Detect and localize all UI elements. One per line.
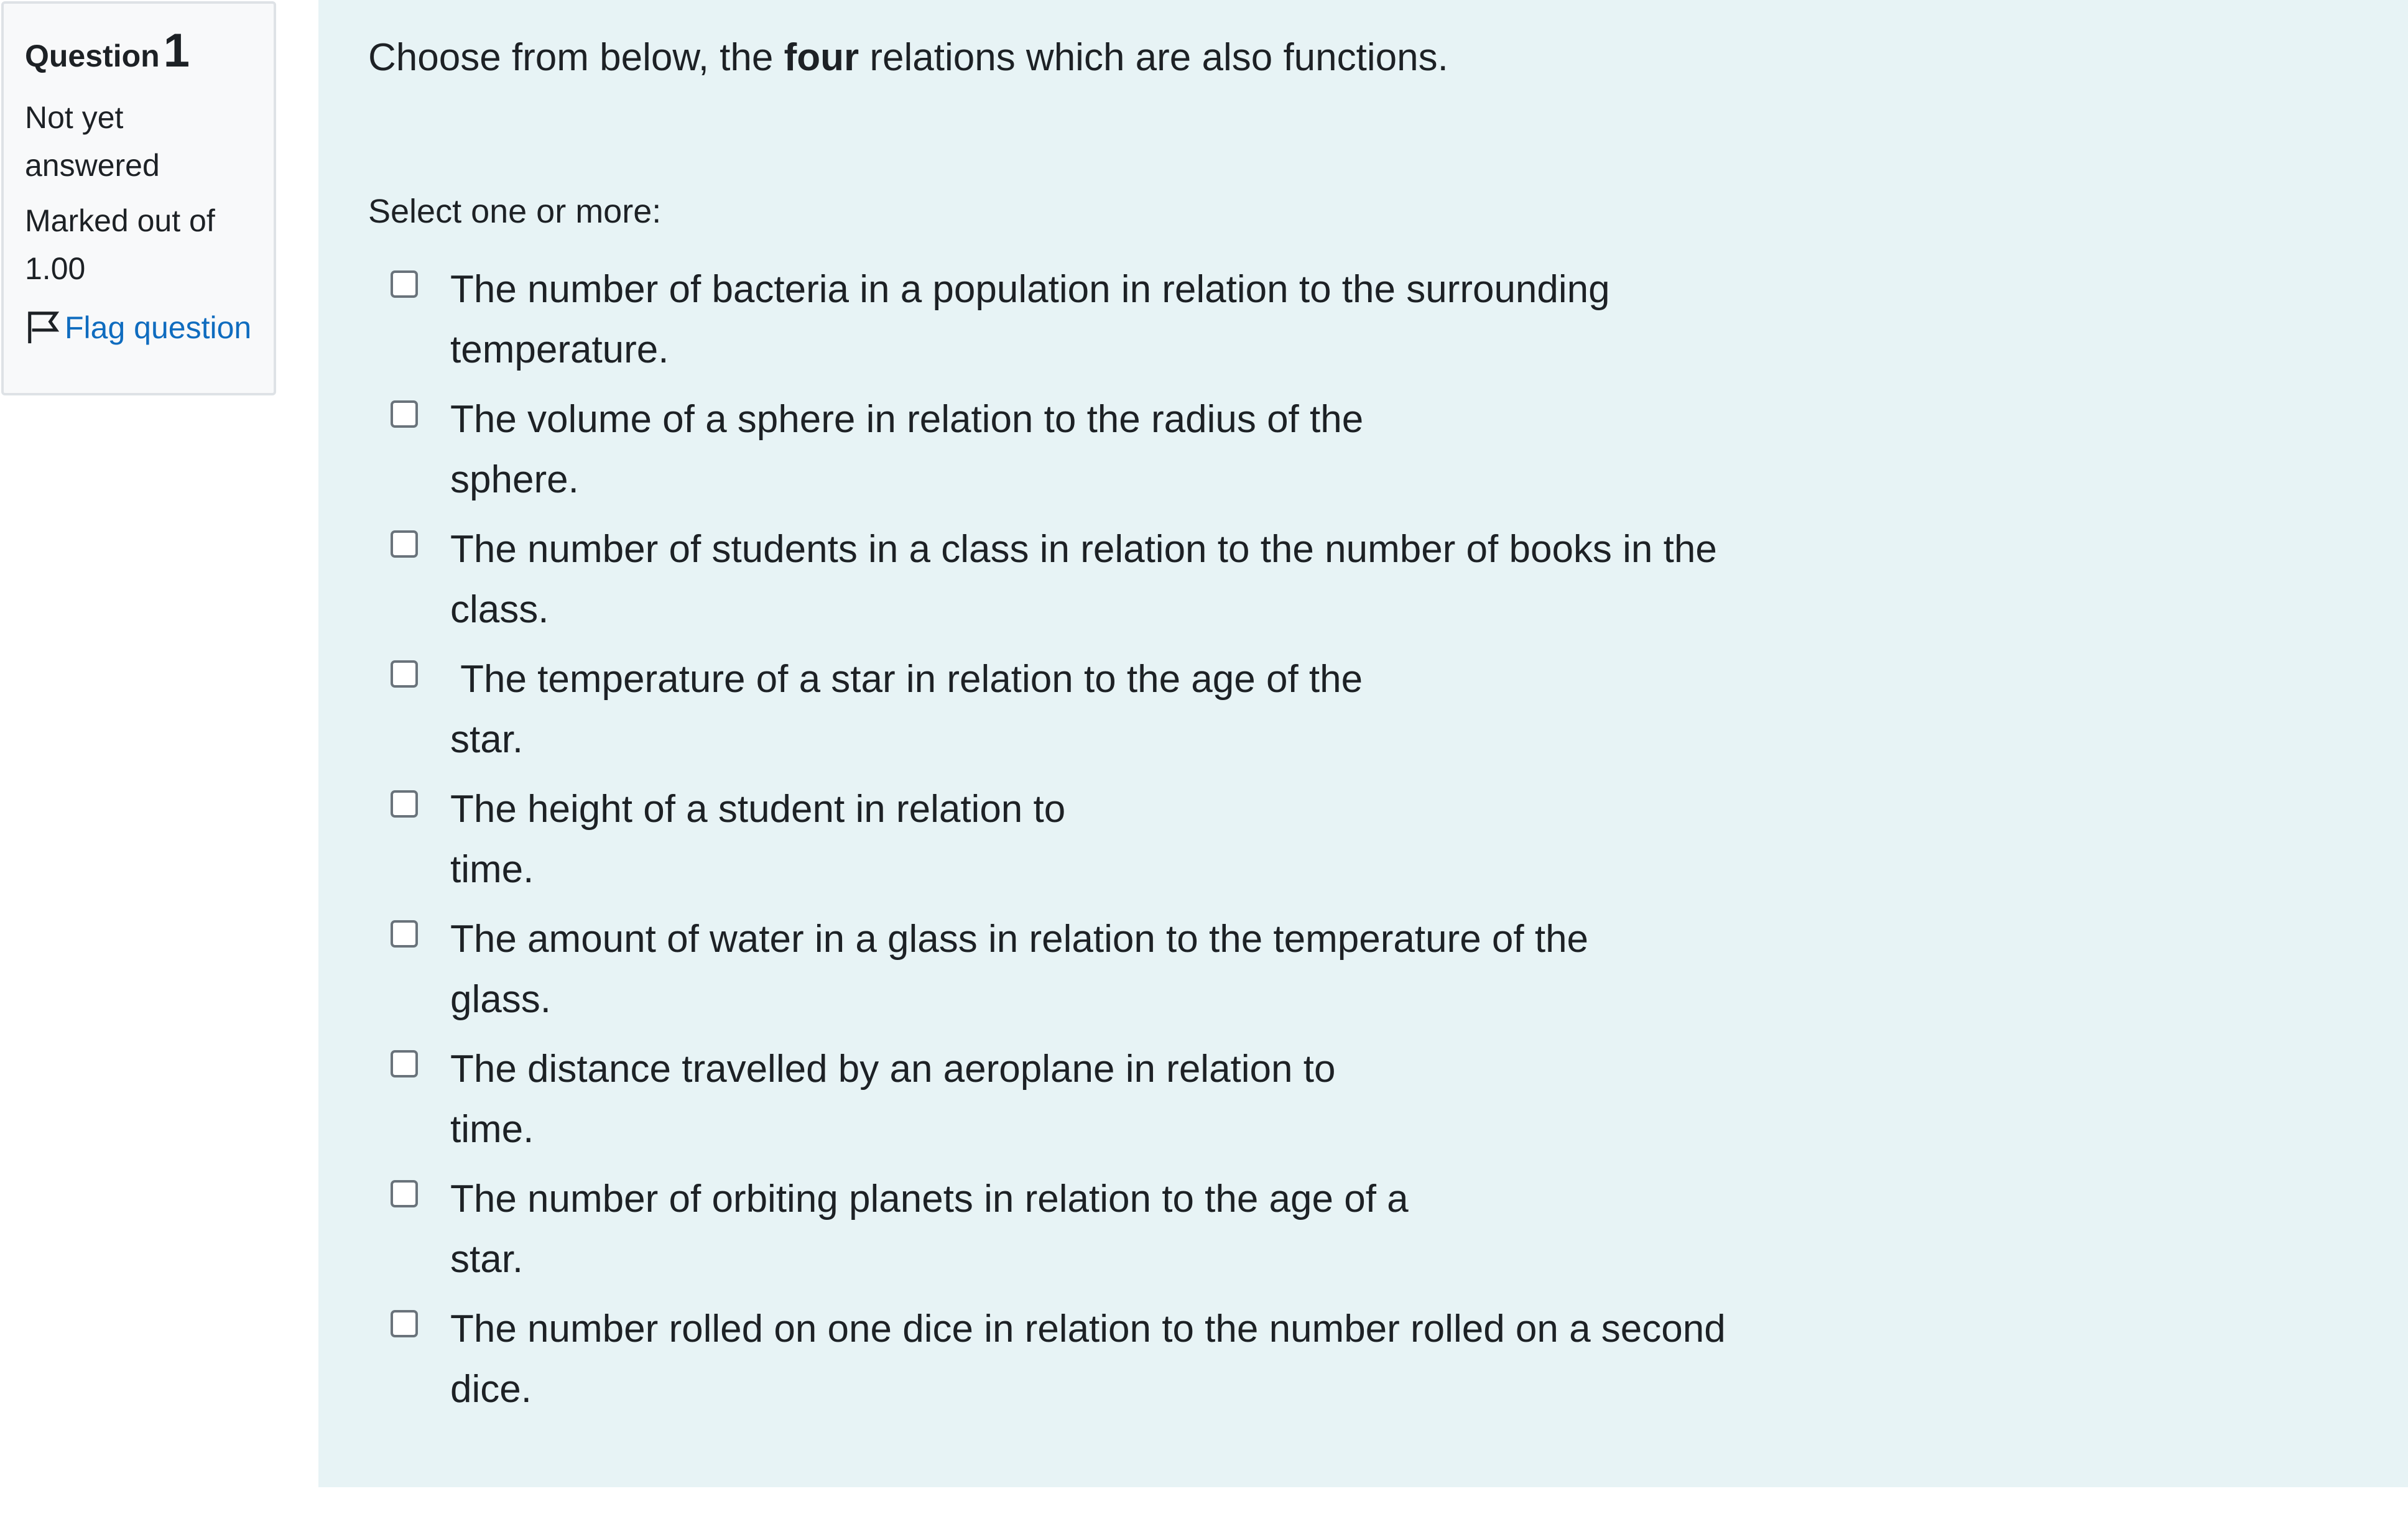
question-text-start: Choose from below, the — [368, 36, 784, 79]
answer-option[interactable] — [368, 389, 2408, 510]
answer-checkbox[interactable] — [391, 1050, 418, 1077]
flag-icon — [25, 309, 61, 346]
answer-prompt: Select one or more: — [368, 193, 662, 231]
answer-checkbox[interactable] — [391, 920, 418, 948]
flag-question-label: Flag question — [65, 310, 252, 346]
answer-checkbox[interactable] — [391, 270, 418, 298]
answer-option[interactable] — [368, 519, 2408, 640]
answer-label[interactable]: The number rolled on one dice in relation to the number rolled on a second dice. — [450, 1308, 1726, 1411]
question-number: 1 — [163, 24, 190, 77]
answer-label[interactable]: The number of bacteria in a population in relation to the surrounding temperature. — [450, 268, 1610, 372]
question-info-panel — [1, 1, 276, 395]
answer-label[interactable]: The number of orbiting planets in relation to the age of a star. — [450, 1178, 1409, 1281]
answer-checkbox[interactable] — [391, 530, 418, 558]
answer-label[interactable]: The temperature of a star in relation to the age of the star. — [450, 658, 1363, 762]
answer-checkbox[interactable] — [391, 400, 418, 428]
flag-question-link[interactable] — [25, 309, 274, 346]
question-text-emphasis: four — [784, 36, 859, 79]
answer-checkbox[interactable] — [391, 660, 418, 688]
answer-checkbox[interactable] — [391, 790, 418, 818]
answer-list — [368, 259, 2408, 1419]
answer-option[interactable] — [368, 259, 2408, 380]
answer-option[interactable] — [368, 649, 2408, 770]
answer-option[interactable] — [368, 1169, 2408, 1289]
answer-label[interactable]: The amount of water in a glass in relation to the temperature of the glass. — [450, 918, 1589, 1022]
question-grade: Marked out of 1.00 — [25, 203, 215, 287]
answer-option[interactable] — [368, 1039, 2408, 1160]
answer-option[interactable] — [368, 779, 2408, 900]
question-number-heading — [25, 22, 274, 79]
answer-option[interactable] — [368, 909, 2408, 1030]
question-text — [368, 35, 2408, 81]
answer-label[interactable]: The volume of a sphere in relation to the radius of the sphere. — [450, 398, 1364, 502]
answer-label[interactable]: The distance travelled by an aeroplane in relation to time. — [450, 1048, 1336, 1151]
answer-checkbox[interactable] — [391, 1310, 418, 1337]
answer-option[interactable] — [368, 1299, 2408, 1419]
answer-label[interactable]: The number of students in a class in relation to the number of books in the class. — [450, 528, 1717, 632]
question-state: Not yet answered — [25, 100, 160, 183]
question-label: Question — [25, 39, 160, 73]
answer-label[interactable]: The height of a student in relation to time. — [450, 788, 1066, 892]
answer-checkbox[interactable] — [391, 1180, 418, 1207]
question-content-panel — [318, 0, 2408, 1487]
question-text-end: relations which are also functions. — [859, 36, 1448, 79]
